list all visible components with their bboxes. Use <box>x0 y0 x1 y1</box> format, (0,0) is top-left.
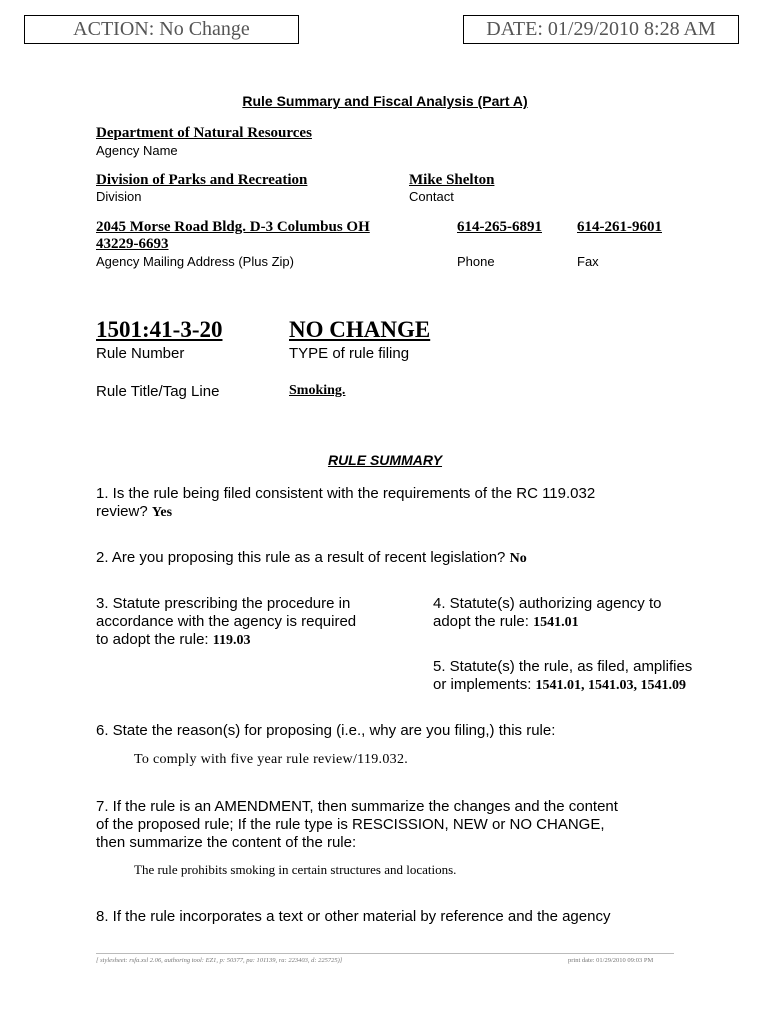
division-label: Division <box>96 189 142 204</box>
question-7-answer: The rule prohibits smoking in certain structures and locations. <box>134 862 457 877</box>
fax-value: 614-261-9601 <box>577 219 662 235</box>
action-box <box>24 15 299 44</box>
date-box <box>463 15 739 44</box>
division-name: Division of Parks and Recreation <box>96 172 308 188</box>
question-4-line1: 4. Statute(s) authorizing agency to <box>433 595 662 612</box>
rule-title: Smoking. <box>289 383 346 398</box>
agency-name-label: Agency Name <box>96 143 178 158</box>
question-5-line2 <box>433 676 692 695</box>
rule-number-label: Rule Number <box>96 345 185 362</box>
question-1 <box>96 485 595 522</box>
question-2 <box>96 549 527 568</box>
question-2-answer: No <box>509 551 527 566</box>
question-7-line3: then summarize the content of the rule: <box>96 834 357 851</box>
question-4-text: adopt the rule: <box>433 613 529 630</box>
phone-label: Phone <box>457 254 495 269</box>
question-3-answer: 119.03 <box>212 633 251 648</box>
question-3-line2: accordance with the agency is required <box>96 613 357 630</box>
footer-divider <box>96 953 674 954</box>
question-8: 8. If the rule incorporates a text or other material by reference and the agency <box>96 908 611 925</box>
footer-print-date: print date: 01/29/2010 09:03 PM <box>568 957 654 964</box>
question-6: 6. State the reason(s) for proposing (i.e., why are you filing,) this rule: <box>96 722 556 739</box>
rule-type-label: TYPE of rule filing <box>289 345 410 362</box>
date-text: DATE: 01/29/2010 8:28 AM <box>486 18 716 40</box>
rule-number: 1501:41-3-20 <box>96 317 223 342</box>
question-5-line1: 5. Statute(s) the rule, as filed, amplifies <box>433 658 693 675</box>
question-7-line2: of the proposed rule; If the rule type is RESCISSION, NEW or NO CHANGE, <box>96 816 605 833</box>
rule-summary-heading: RULE SUMMARY <box>327 452 443 468</box>
address-line2: 43229-6693 <box>96 236 169 252</box>
question-7-line1: 7. If the rule is an AMENDMENT, then summarize the changes and the content <box>96 798 618 815</box>
question-1-text: review? <box>96 503 148 520</box>
question-3 <box>96 595 356 650</box>
question-5-text: or implements: <box>433 676 532 693</box>
question-4-answer: 1541.01 <box>533 615 579 630</box>
contact-label: Contact <box>409 189 454 204</box>
address-label: Agency Mailing Address (Plus Zip) <box>96 254 294 269</box>
question-5 <box>433 658 692 695</box>
question-1-line2 <box>96 503 595 522</box>
phone-value: 614-265-6891 <box>457 219 542 235</box>
question-5-answer: 1541.01, 1541.03, 1541.09 <box>535 678 687 693</box>
question-4 <box>433 595 661 632</box>
question-7 <box>96 798 618 852</box>
agency-name: Department of Natural Resources <box>96 125 312 141</box>
address-line1: 2045 Morse Road Bldg. D-3 Columbus OH <box>96 219 370 235</box>
question-3-text: to adopt the rule: <box>96 631 209 648</box>
page-title: Rule Summary and Fiscal Analysis (Part A) <box>242 93 528 109</box>
question-1-line1: 1. Is the rule being filed consistent with the requirements of the RC 119.032 <box>96 485 596 502</box>
question-2-text: 2. Are you proposing this rule as a result of recent legislation? <box>96 549 506 566</box>
question-4-line2 <box>433 613 661 632</box>
fax-label: Fax <box>577 254 599 269</box>
footer-metadata: [ stylesheet: rsfa.xsl 2.06, authoring tool: EZ1, p: 50377, pa: 101139, ra: 223403, d: 225725)] <box>96 957 343 964</box>
rule-title-label: Rule Title/Tag Line <box>96 383 220 400</box>
question-3-line3 <box>96 631 356 650</box>
action-text: ACTION: No Change <box>73 18 250 40</box>
question-3-line1: 3. Statute prescribing the procedure in <box>96 595 351 612</box>
contact-name: Mike Shelton <box>409 172 495 188</box>
rule-type: NO CHANGE <box>289 317 431 342</box>
question-1-answer: Yes <box>151 505 173 520</box>
question-6-answer: To comply with five year rule review/119.032. <box>134 752 409 767</box>
